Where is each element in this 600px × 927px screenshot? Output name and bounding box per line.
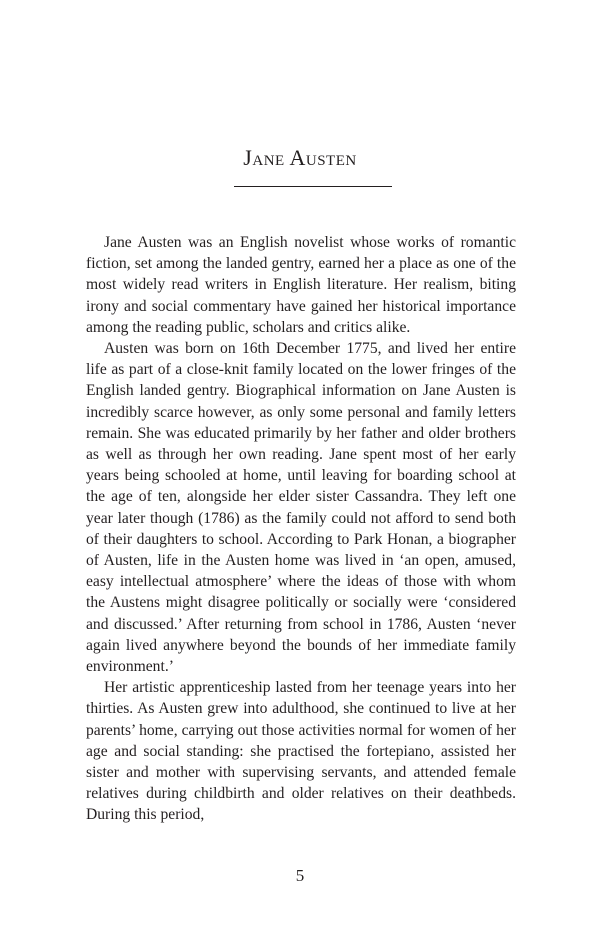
page-number: 5 bbox=[295, 866, 305, 885]
paragraph-1: Jane Austen was an English novelist whose works of romantic fiction, set among the landed gentry, earned her a place as one of the most widely read writers in English literature. Her realism, biting irony and social commentary have gained her historical importance among the reading public, scholars and critics alike. bbox=[86, 234, 516, 336]
chapter-title: Jane Austen bbox=[243, 145, 357, 170]
paragraph-2: Austen was born on 16th December 1775, and lived her entire life as part of a close-knit family located on the lower fringes of the English landed gentry. Biographical information on Jane Austen is incredibly scarce however, as only some personal and family letters remain. She was educated primarily by her father and older brothers as well as through her own reading. Jane spent most of her early years being schooled at home, until leaving for boarding school at the age of ten, alongside her elder sister Cassandra. They left one year later though (1786) as the family could not afford to send both of their daughters to school. According to Park Honan, a biographer of Austen, life in the Austen home was lived in ‘an open, amused, easy intellectual atmosphere’ where the ideas of those with whom the Austens might disagree politically or socially were ‘considered and discussed.’ After returning from school in 1786, Austen ‘never again lived anywhere beyond the bounds of her immediate family environment.’ bbox=[86, 340, 516, 676]
body-text bbox=[86, 232, 516, 826]
paragraph-3: Her artistic apprenticeship lasted from her teenage years into her thirties. As Austen grew into adulthood, she continued to live at her parents’ home, carrying out those activities normal for women of her age and social standing: she practised the fortepiano, assisted her sister and mother with supervising servants, and attended female relatives during childbirth and older relatives on their deathbeds. During this period, bbox=[86, 679, 516, 824]
title-divider bbox=[234, 186, 392, 187]
